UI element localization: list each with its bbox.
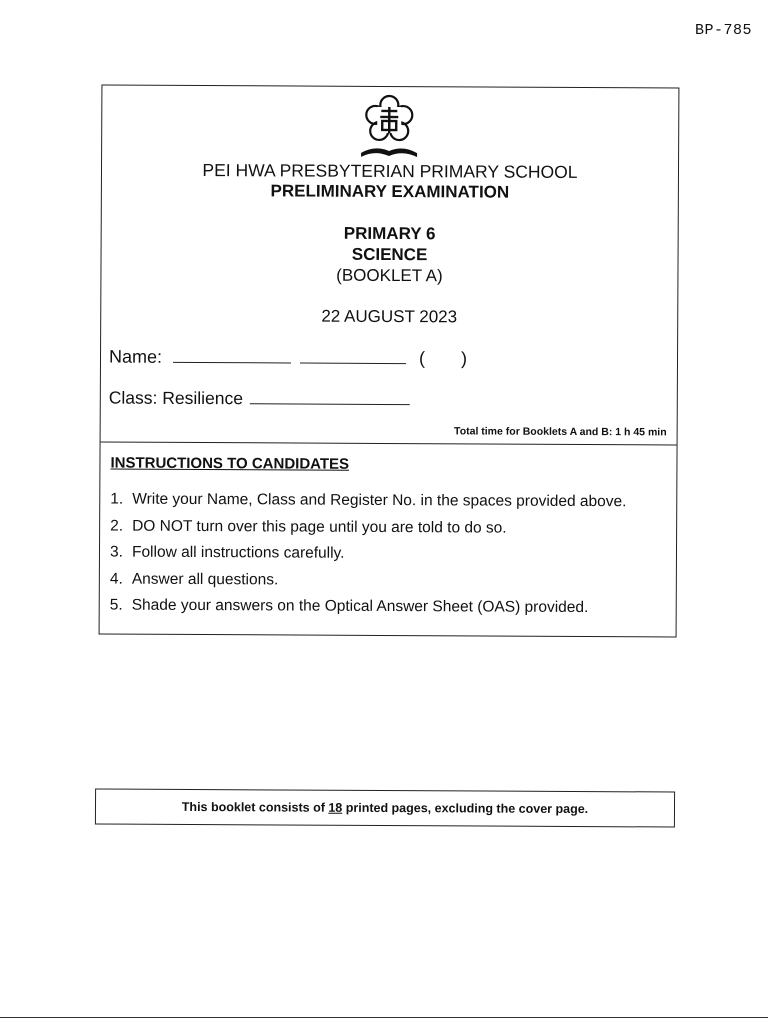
class-underline[interactable] <box>250 389 410 405</box>
school-name: PEI HWA PRESBYTERIAN PRIMARY SCHOOL <box>202 160 578 182</box>
item-text: Shade your answers on the Optical Answer Sheet (OAS) provided. <box>131 596 589 617</box>
item-number: 4. <box>109 570 123 588</box>
page-count-note <box>95 788 675 827</box>
instructions-title: INSTRUCTIONS TO CANDIDATES <box>110 454 350 473</box>
register-no-open-paren: ( <box>418 348 426 369</box>
name-label: Name: <box>108 346 163 367</box>
exam-date: 22 AUGUST 2023 <box>321 306 458 327</box>
list-item <box>110 491 626 520</box>
page-bottom-rule <box>0 1017 768 1018</box>
cover-header <box>101 85 679 445</box>
item-number: 1. <box>110 490 124 508</box>
item-text: Follow all instructions carefully. <box>131 543 345 562</box>
instructions-list <box>110 491 627 626</box>
total-time-note: Total time for Booklets A and B: 1 h 45 min <box>454 425 667 439</box>
name-field[interactable] <box>109 347 406 370</box>
class-label: Class: Resilience <box>108 387 244 409</box>
school-crest-icon <box>357 93 421 161</box>
exam-level: PRIMARY 6 <box>343 223 436 244</box>
exam-title: PRELIMINARY EXAMINATION <box>270 181 510 202</box>
list-item <box>110 597 626 626</box>
item-number: 5. <box>109 596 123 614</box>
list-item <box>110 517 626 546</box>
register-no-close-paren: ) <box>460 348 468 369</box>
page-count-prefix: This booklet consists of <box>181 799 329 815</box>
page-count-suffix: printed pages, excluding the cover page. <box>342 800 589 817</box>
item-text: DO NOT turn over this page until you are told to do so. <box>132 517 507 537</box>
list-item <box>110 570 626 599</box>
booklet-label: (BOOKLET A) <box>336 265 443 286</box>
document-code: BP-785 <box>694 22 752 39</box>
list-item <box>110 544 626 573</box>
page-count-number: 18 <box>328 800 343 815</box>
item-number: 2. <box>110 517 124 535</box>
name-underline[interactable] <box>173 348 291 364</box>
class-field[interactable] <box>109 388 410 411</box>
item-text: Write your Name, Class and Register No. in the spaces provided above. <box>132 490 627 511</box>
item-number: 3. <box>109 543 123 561</box>
name-underline-2[interactable] <box>300 349 406 365</box>
item-text: Answer all questions. <box>131 570 279 588</box>
exam-subject: SCIENCE <box>351 244 428 265</box>
cover-box <box>99 84 680 637</box>
